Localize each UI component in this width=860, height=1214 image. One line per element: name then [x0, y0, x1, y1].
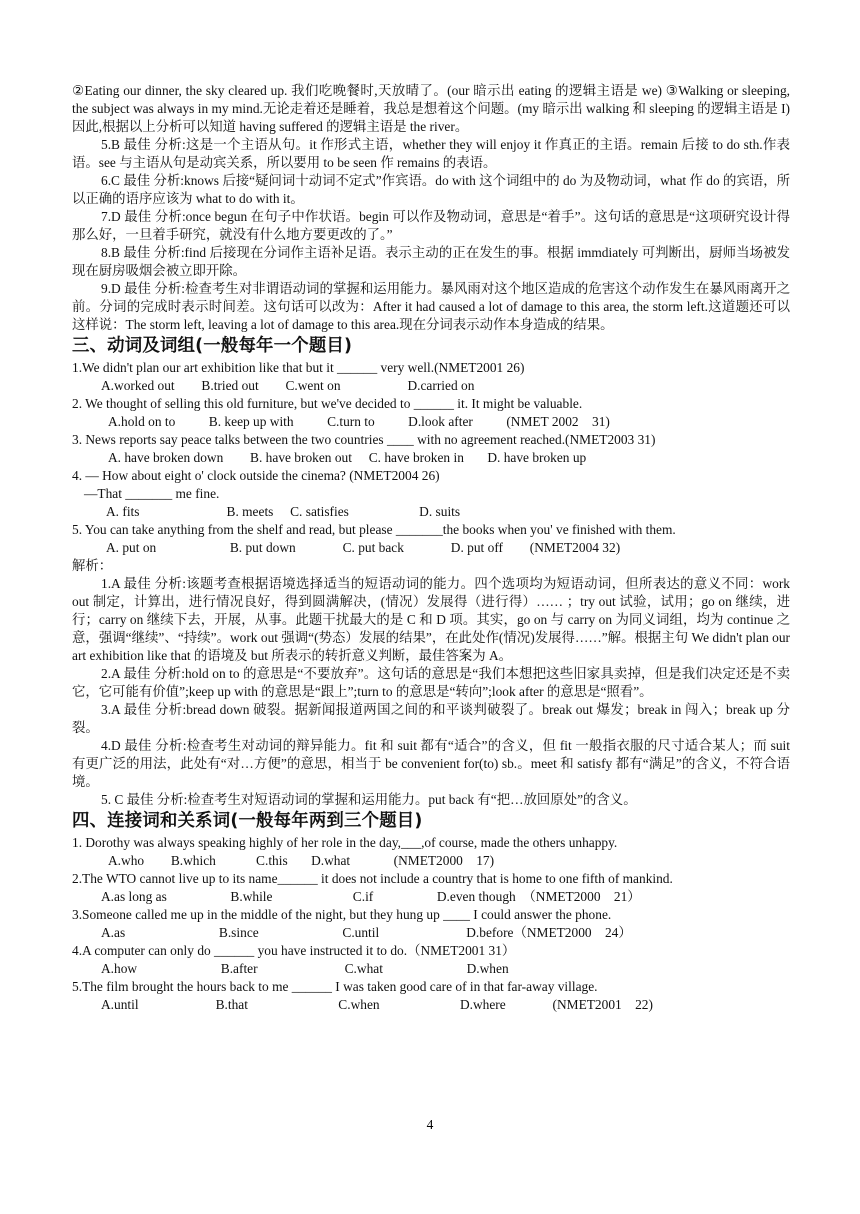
question: 3. News reports say peace talks between the two countries ____ with no agreement reached.(NMET2003 31): [72, 432, 656, 447]
question-options: A.until B.that C.when D.where (NMET2001 22): [101, 997, 653, 1012]
section-heading: 四、连接词和关系词(一般每年两到三个题目): [72, 811, 423, 831]
question-options: A.hold on to B. keep up with C.turn to D.look after (NMET 2002 31): [108, 414, 610, 429]
analysis-item: 7.D 最佳 分析:once begun 在句子中作状语。begin 可以作及物动词，意思是“着手”。这句话的意思是“这项研究设计得那么好，一旦着手研究，就没有什么地方要更改的了。”: [72, 209, 790, 242]
question: 2.The WTO cannot live up to its name______ it does not include a country that is home to one fifth of mankind.: [72, 871, 673, 886]
analysis-item: 2.A 最佳 分析:hold on to 的意思是“不要放弃”。这句话的意思是“我们本想把这些旧家具卖掉，但是我们决定还是不卖它，它可能有价值”;keep up with 的意思是“跟上”;turn to 的意思是“转向”;look after 的意思是“照看”。: [72, 666, 790, 699]
question: 1. Dorothy was always speaking highly of her role in the day,___,of course, made the others unhappy.: [72, 835, 618, 850]
question: 4.A computer can only do ______ you have instructed it to do.（NMET2001 31）: [72, 943, 516, 958]
question-options: A. put on B. put down C. put back D. put off (NMET2004 32): [106, 540, 621, 555]
analysis-item: 6.C 最佳 分析:knows 后接“疑问词十动词不定式”作宾语。do with 这个词组中的 do 为及物动词，what 作 do 的宾语，所以正确的语序应该为 what to do with it。: [72, 173, 790, 206]
question-options: A. have broken down B. have broken out C. have broken in D. have broken up: [108, 450, 587, 465]
analysis-item: 1.A 最佳 分析:该题考查根据语境选择适当的短语动词的能力。四个选项均为短语动词，但所表达的意义不同：work out 制定，计算出，进行情况良好，得到圆满解决，(情况）发展得（进行得）…… ；try out 试验，试用；go on 继续，进行；carry on 继续下去，开展，从事。此题干扰最大的是 C 和 D 项。其实，go on 与 carry on 为同义词组，均为 continue 之意，强调“继续”、“持续”。work out 强调“(势态）发展的结果”，在此处作(情况)发展得……”解。根据主句 We didn't plan our art exhibition like that 的语境及 but 所表示的转折意义判断，最佳答案为 A。: [72, 576, 790, 663]
analysis-item: 3.A 最佳 分析:bread down 破裂。据新闻报道两国之间的和平谈判破裂了。break out 爆发；break in 闯入；break up 分裂。: [72, 702, 790, 735]
analysis-item: 5. C 最佳 分析:检查考生对短语动词的掌握和运用能力。put back 有“把…放回原处”的含义。: [101, 792, 637, 807]
analysis-label: 解析：: [72, 558, 113, 573]
question-options: A.who B.which C.this D.what (NMET2000 17): [108, 853, 495, 868]
analysis-item: 4.D 最佳 分析:检查考生对动词的辩异能力。fit 和 suit 都有“适合”的含义，但 fit 一般指衣服的尺寸适合某人；而 suit 有更广泛的用法，此处有“对…方便”的意思，相当于 be convenient for(to) sb.。meet 和 satisfy 都有“满足”的含义，不符合语境。: [72, 738, 790, 789]
question-options: A. fits B. meets C. satisfies D. suits: [106, 504, 461, 519]
section-verbs: [72, 335, 790, 809]
section-conjunctions: [72, 810, 790, 1014]
question-options: A.how B.after C.what D.when: [101, 961, 509, 976]
question: 1.We didn't plan our art exhibition like that but it ______ very well.(NMET2001 26): [72, 360, 525, 375]
question: 3.Someone called me up in the middle of the night, but they hung up ____ I could answer the phone.: [72, 907, 612, 922]
question: 5. You can take anything from the shelf and read, but please _______the books when you' ve finished with them.: [72, 522, 676, 537]
top-paragraph: ②Eating our dinner, the sky cleared up. 我们吃晚餐时,天放晴了。(our 暗示出 eating 的逻辑主语是 we) ③Walking or sleeping, the subject was always in my mind.无论走着还是睡着，我总是想着这个问题。(my 暗示出 walking 和 sleeping 的逻辑主语是 I) 因此,根据以上分析可以知道 having suffered 的逻辑主语是 the river。: [72, 83, 790, 134]
question: 4. — How about eight o' clock outside the cinema? (NMET2004 26): [72, 468, 440, 483]
analysis-item: 8.B 最佳 分析:find 后接现在分词作主语补足语。表示主动的正在发生的事。根据 immdiately 可判断出，厨师当场被发现在厨房吸烟会被立即开除。: [72, 245, 790, 278]
question-continuation: —That _______ me fine.: [84, 486, 220, 501]
page-number: 4: [426, 1117, 434, 1132]
question-options: A.as B.since C.until D.before（NMET2000 24）: [101, 925, 632, 940]
analysis-item: 9.D 最佳 分析:检查考生对非谓语动词的掌握和运用能力。暴风雨对这个地区造成的危害这个动作发生在暴风雨离开之前。分词的完成时表示时间差。这句话可以改为：After it had caused a lot of damage to this area, the storm left.这道题还可以这样说：The storm left, leaving a lot of damage to this area.现在分词表示动作本身造成的结果。: [72, 281, 790, 332]
analysis-item: 5.B 最佳 分析:这是一个主语从句。it 作形式主语，whether they will enjoy it 作真正的主语。remain 后接 to do sth.作表语。see 与主语从句是动宾关系，所以要用 to be seen 作 remains 的表语。: [72, 137, 790, 170]
section-heading: 三、动词及词组(一般每年一个题目): [72, 336, 353, 356]
question: 2. We thought of selling this old furniture, but we've decided to ______ it. It might be valuable.: [72, 396, 583, 411]
question: 5.The film brought the hours back to me ______ I was taken good care of in that far-away village.: [72, 979, 598, 994]
document-page: [72, 82, 790, 1014]
previous-analysis: [72, 136, 790, 334]
question-options: A.as long as B.while C.if D.even though （NMET2000 21）: [101, 889, 641, 904]
question-options: A.worked out B.tried out C.went on D.carried on: [101, 378, 475, 393]
